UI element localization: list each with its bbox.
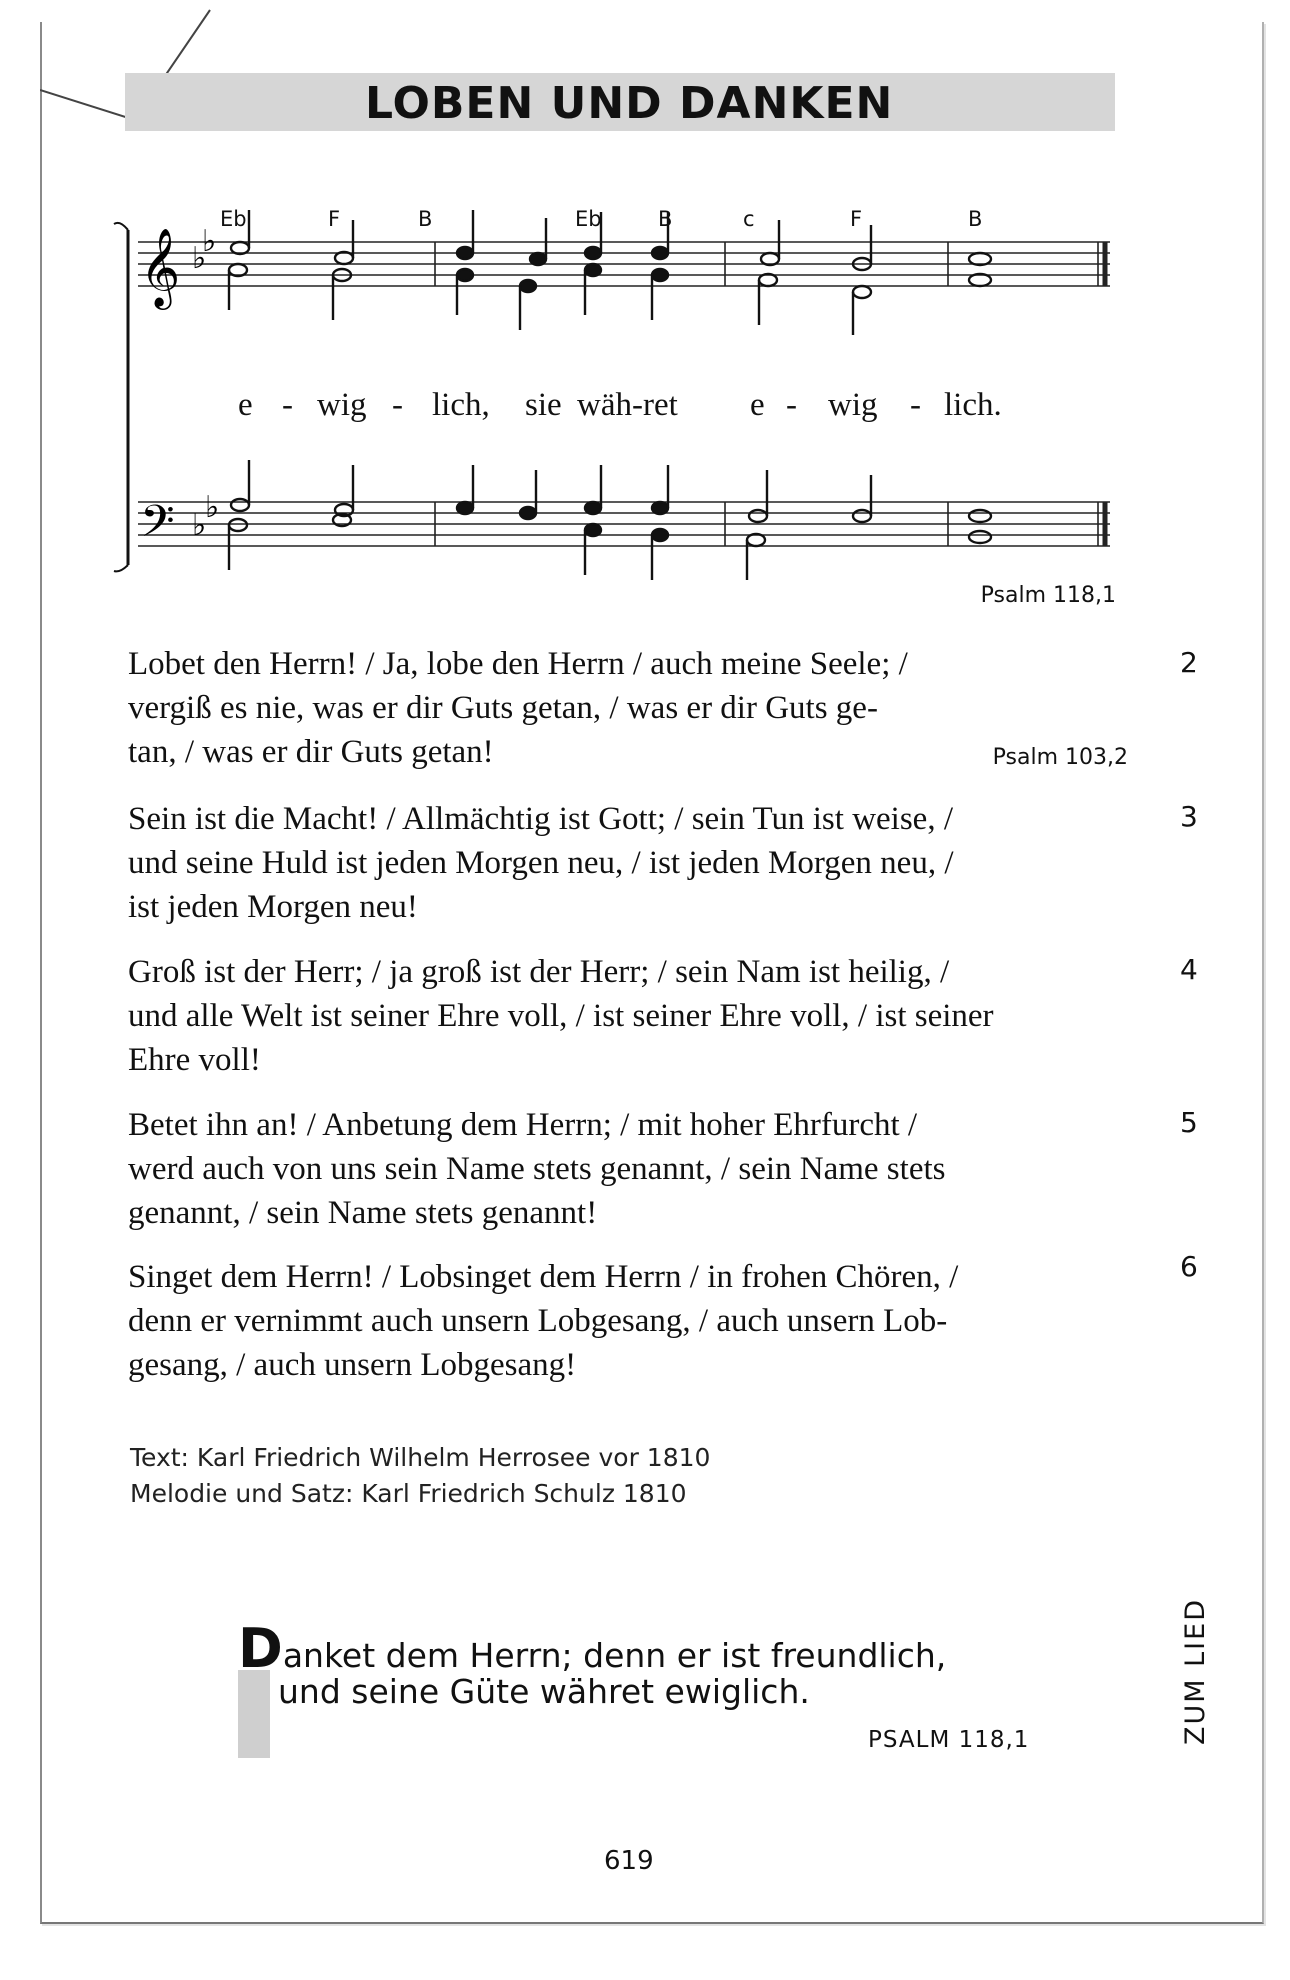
stanza-line: Betet ihn an! / Anbetung dem Herrn; / mit hoher Ehrfurcht /	[128, 1107, 918, 1143]
stanza-number: 3	[1180, 800, 1198, 833]
stanza-number: 2	[1180, 646, 1198, 679]
score-reference: Psalm 118,1	[980, 583, 1116, 608]
chord-symbol: c	[743, 207, 755, 231]
stanza-line: Singet dem Herrn! / Lobsinget dem Herrn / in frohen Chören, /	[128, 1259, 959, 1295]
stanza-line: Groß ist der Herr; / ja groß ist der Herr; / sein Nam ist heilig, /	[128, 954, 950, 990]
side-label: ZUM LIED	[1180, 1598, 1211, 1745]
melody-credit: Melodie und Satz: Karl Friedrich Schulz 1810	[130, 1479, 687, 1508]
music-score	[110, 190, 1120, 580]
quote-text: anket dem Herrn; denn er ist freundlich,	[282, 1636, 947, 1675]
stanza-6	[128, 1255, 1128, 1387]
stanza-reference: Psalm 103,2	[992, 745, 1128, 770]
stanza-number: 6	[1180, 1250, 1198, 1283]
stanza-4	[128, 950, 1128, 1082]
svg-text:♭: ♭	[202, 224, 217, 259]
stanza-line: vergiß es nie, was er dir Guts getan, / was er dir Guts ge-	[128, 690, 878, 726]
chord-symbol: Eb	[575, 207, 602, 231]
stanza-number: 4	[1180, 953, 1198, 986]
text-credit: Text: Karl Friedrich Wilhelm Herrosee vor 1810	[130, 1443, 711, 1472]
stanza-line-text: tan, / was er dir Guts getan!	[128, 734, 494, 770]
stanza-number: 5	[1180, 1106, 1198, 1139]
lyric-syllable: -	[910, 387, 921, 423]
stanza-line: Lobet den Herrn! / Ja, lobe den Herrn / auch meine Seele; /	[128, 646, 908, 682]
svg-text:♭: ♭	[205, 490, 220, 525]
treble-staff	[138, 242, 1110, 286]
page-number: 619	[604, 1846, 654, 1876]
stanza-line: denn er vernimmt auch unsern Lobgesang, / auch unsern Lob-	[128, 1303, 948, 1339]
svg-text:♭: ♭	[192, 241, 207, 276]
stanza-line: Ehre voll!	[128, 1042, 261, 1078]
lyric-syllable: wig	[828, 387, 878, 423]
bass-notes	[229, 460, 991, 580]
lyric-syllable: e	[238, 387, 253, 423]
stanza-2	[128, 642, 1128, 780]
stanza-5	[128, 1103, 1128, 1235]
quote-line-1	[238, 1617, 946, 1680]
chord-symbol: F	[328, 207, 341, 231]
chord-symbol: F	[850, 207, 863, 231]
chord-symbol: Eb	[220, 207, 247, 231]
lyric-syllable: sie	[525, 387, 562, 423]
lyric-syllable: lich.	[944, 387, 1002, 423]
stanza-line: gesang, / auch unsern Lobgesang!	[128, 1347, 577, 1383]
lyrics	[238, 387, 1002, 423]
chord-symbol: B	[658, 207, 673, 231]
quote-source: PSALM 118,1	[868, 1727, 1030, 1753]
stanza-line: werd auch von uns sein Name stets genannt, / sein Name stets	[128, 1151, 946, 1187]
chord-symbol: B	[418, 207, 433, 231]
stanza-line: und seine Huld ist jeden Morgen neu, / ist jeden Morgen neu, /	[128, 845, 954, 881]
stanza-3	[128, 797, 1128, 929]
lyric-syllable: -	[786, 387, 797, 423]
stanza-line	[128, 730, 1128, 774]
treble-clef-icon: 𝄞	[140, 228, 181, 307]
lyric-syllable: wig	[317, 387, 367, 423]
bass-staff	[138, 502, 1110, 546]
credits	[130, 1440, 710, 1512]
page-title: LOBEN UND DANKEN	[365, 78, 894, 129]
stanza-line: und alle Welt ist seiner Ehre voll, / ist seiner Ehre voll, / ist seiner	[128, 998, 994, 1034]
stanza-line: Sein ist die Macht! / Allmächtig ist Gott; / sein Tun ist weise, /	[128, 801, 953, 837]
svg-text:♭: ♭	[192, 508, 207, 543]
lyric-syllable: -	[392, 387, 403, 423]
lyric-syllable: lich,	[432, 387, 490, 423]
stanza-line: genannt, / sein Name stets genannt!	[128, 1195, 598, 1231]
dropcap-bar	[238, 1670, 270, 1758]
stanza-line: ist jeden Morgen neu!	[128, 889, 418, 925]
quote-line-2: und seine Güte währet ewiglich.	[278, 1672, 810, 1711]
chord-symbol: B	[968, 207, 983, 231]
treble-notes	[229, 210, 991, 335]
lyric-syllable: wäh-ret	[577, 387, 678, 423]
drop-cap: D	[238, 1617, 283, 1680]
bass-clef-icon: 𝄢	[140, 495, 175, 558]
lyric-syllable: -	[282, 387, 293, 423]
lyric-syllable: e	[750, 387, 765, 423]
